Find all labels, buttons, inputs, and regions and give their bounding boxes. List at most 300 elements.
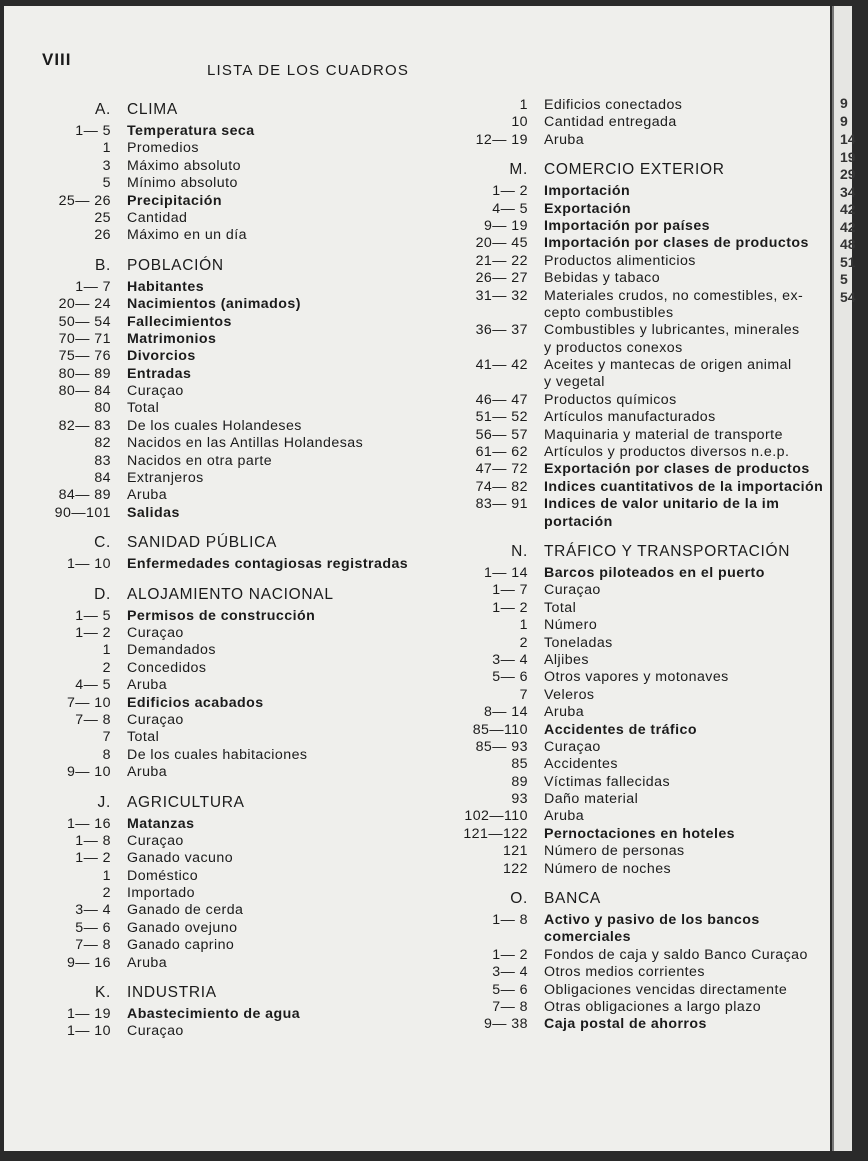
table-title: Abastecimiento de agua — [127, 1006, 301, 1023]
table-title: y productos conexos — [544, 339, 683, 356]
table-title: Matrimonios — [127, 330, 217, 347]
table-number-range: 7— 10 — [66, 694, 111, 711]
adjacent-page-number-fragment: 14 — [840, 131, 856, 147]
table-list-item — [448, 861, 868, 878]
table-title: Accidentes — [544, 756, 618, 773]
table-title: Pernoctaciones en hoteles — [544, 825, 736, 842]
table-title: Enfermedades contagiosas registradas — [127, 556, 409, 573]
table-title: Aruba — [544, 704, 585, 721]
table-title: Ganado caprino — [127, 937, 235, 954]
table-number-range: 1— 10 — [66, 556, 111, 573]
adjacent-page-number-fragment: 48 — [840, 236, 856, 252]
table-list-item — [448, 409, 868, 426]
table-title: Demandados — [127, 642, 216, 659]
table-list-item — [31, 453, 451, 470]
table-number-range: 102—110 — [464, 808, 528, 825]
table-title: Importación por países — [544, 217, 710, 234]
table-title: Exportación — [544, 200, 631, 217]
table-number-range: 1— 8 — [492, 912, 528, 929]
table-list-item — [448, 97, 868, 114]
table-number-range: 122 — [502, 860, 528, 877]
table-title: Combustibles y lubricantes, minerales — [544, 322, 800, 339]
table-number-range: 4— 5 — [492, 200, 528, 217]
table-number-range: 7— 8 — [75, 711, 111, 728]
table-number-range: 5 — [102, 175, 111, 192]
table-title: Productos químicos — [544, 391, 677, 408]
table-list-item — [448, 392, 868, 409]
table-title: Máximo en un día — [127, 227, 247, 244]
table-list-item — [31, 279, 451, 296]
table-list-item — [448, 374, 868, 391]
table-list-item — [448, 982, 868, 999]
table-title: De los cuales habitaciones — [127, 746, 308, 763]
table-list-item — [448, 253, 868, 270]
table-title: Nacidos en las Antillas Holandesas — [127, 435, 364, 452]
table-title: Curaçao — [127, 711, 184, 728]
adjacent-page-number-fragment: 19 — [840, 149, 856, 165]
table-number-range: 1 — [519, 97, 528, 113]
table-number-range: 12— 19 — [475, 131, 528, 148]
table-number-range: 7 — [519, 686, 528, 703]
table-list-item — [448, 843, 868, 860]
table-list-item — [448, 270, 868, 287]
table-number-range: 75— 76 — [58, 348, 111, 365]
table-number-range: 56— 57 — [475, 426, 528, 443]
adjacent-page-number-fragment: 42 — [840, 201, 856, 217]
table-number-range: 1— 14 — [483, 564, 528, 581]
table-number-range: 2 — [102, 659, 111, 676]
table-list-item — [448, 808, 868, 825]
section-heading — [448, 889, 868, 912]
table-title: Bebidas y tabaco — [544, 270, 661, 287]
table-number-range: 90—101 — [54, 504, 111, 521]
table-list-item — [448, 947, 868, 964]
table-list-item — [31, 868, 451, 885]
table-number-range: 7 — [102, 729, 111, 746]
table-title: Curaçao — [127, 624, 184, 641]
table-title: Habitantes — [127, 278, 205, 295]
table-title: Ganado de cerda — [127, 902, 244, 919]
table-list-item — [31, 505, 451, 522]
table-number-range — [448, 305, 528, 322]
table-number-range — [448, 929, 528, 946]
table-number-range: 9— 38 — [483, 1016, 528, 1033]
table-list-item — [448, 514, 868, 531]
table-title: Curaçao — [127, 832, 184, 849]
table-list-item — [31, 902, 451, 919]
table-number-range: 83— 91 — [475, 496, 528, 513]
table-list-item — [448, 669, 868, 686]
table-number-range: 121—122 — [463, 825, 528, 842]
table-list-item — [448, 999, 868, 1016]
table-number-range: 121 — [502, 843, 528, 860]
section-heading — [31, 983, 451, 1006]
page-title: LISTA DE LOS CUADROS — [207, 62, 410, 79]
table-title: Divorcios — [127, 348, 196, 365]
table-number-range: 2 — [102, 885, 111, 902]
table-list-item — [31, 660, 451, 677]
table-title: Aljibes — [544, 651, 589, 668]
table-title: Víctimas fallecidas — [544, 773, 671, 790]
table-title: Indices de valor unitario de la im — [544, 496, 780, 513]
table-number-range: 1 — [102, 140, 111, 157]
section-letter: M. — [509, 161, 528, 179]
table-number-range: 20— 24 — [58, 296, 111, 313]
table-title: Maquinaria y material de transporte — [544, 426, 783, 443]
table-list-item — [448, 565, 868, 582]
table-title: Importación por clases de productos — [544, 235, 809, 252]
table-title: Extranjeros — [127, 470, 204, 487]
section-heading — [31, 533, 451, 556]
adjacent-page-number-fragment: 42 — [840, 219, 856, 235]
table-list-item — [31, 712, 451, 729]
table-number-range: 50— 54 — [58, 313, 111, 330]
table-title: Artículos manufacturados — [544, 409, 716, 426]
section-title: POBLACIÓN — [127, 256, 224, 274]
table-list-item — [31, 850, 451, 867]
table-list-item — [448, 183, 868, 200]
table-title: Aruba — [127, 677, 168, 694]
table-number-range: 1— 16 — [66, 815, 111, 832]
table-number-range: 36— 37 — [475, 322, 528, 339]
table-list-item — [31, 608, 451, 625]
table-list-item — [448, 774, 868, 791]
table-number-range: 1— 8 — [75, 832, 111, 849]
table-number-range: 3— 4 — [75, 902, 111, 919]
table-list-item — [448, 322, 868, 339]
table-number-range: 5— 6 — [492, 669, 528, 686]
table-number-range: 5— 6 — [75, 919, 111, 936]
table-list-item — [31, 642, 451, 659]
table-list-item — [448, 235, 868, 252]
table-title: y vegetal — [544, 374, 605, 391]
table-number-range: 82— 83 — [58, 417, 111, 434]
table-list-item — [31, 1006, 451, 1023]
table-list-item — [448, 114, 868, 131]
table-title: Entradas — [127, 365, 192, 382]
table-number-range: 51— 52 — [475, 409, 528, 426]
section-heading — [448, 160, 868, 183]
table-list-item — [448, 912, 868, 929]
table-title: Doméstico — [127, 867, 199, 884]
adjacent-page-number-fragment: 9 — [840, 95, 848, 111]
table-number-range: 1— 2 — [492, 946, 528, 963]
table-title: Total — [544, 599, 577, 616]
table-list-item — [31, 816, 451, 833]
table-number-range: 5— 6 — [492, 981, 528, 998]
table-number-range: 25 — [94, 209, 111, 226]
table-number-range: 47— 72 — [475, 461, 528, 478]
table-list-item — [448, 582, 868, 599]
table-list-item — [31, 175, 451, 192]
table-title: Curaçao — [127, 1023, 184, 1040]
table-list-item — [448, 340, 868, 357]
adjacent-page-edge — [832, 6, 856, 1151]
table-number-range — [448, 514, 528, 531]
table-number-range: 9— 19 — [483, 217, 528, 234]
table-number-range: 25— 26 — [58, 192, 111, 209]
table-title: Matanzas — [127, 815, 195, 832]
table-number-range: 1 — [102, 867, 111, 884]
table-title: Promedios — [127, 140, 199, 157]
table-number-range: 8 — [102, 746, 111, 763]
section-heading — [31, 100, 451, 123]
table-list-item — [31, 764, 451, 781]
table-number-range: 84— 89 — [58, 487, 111, 504]
table-number-range: 20— 45 — [475, 235, 528, 252]
table-list-item — [448, 444, 868, 461]
table-number-range: 9— 10 — [66, 764, 111, 781]
table-number-range: 80— 89 — [58, 365, 111, 382]
table-number-range: 1 — [519, 617, 528, 634]
table-number-range: 10 — [511, 114, 528, 131]
table-number-range: 80— 84 — [58, 383, 111, 400]
table-list-item — [448, 617, 868, 634]
table-number-range: 1— 2 — [492, 599, 528, 616]
table-number-range: 8— 14 — [483, 704, 528, 721]
table-title: Total — [127, 729, 160, 746]
table-number-range: 9— 16 — [66, 954, 111, 971]
table-title: Aceites y mantecas de origen animal — [544, 357, 792, 374]
table-title: Artículos y productos diversos n.e.p. — [544, 444, 790, 461]
section-letter: J. — [97, 793, 111, 811]
table-title: Curaçao — [544, 738, 601, 755]
table-title: Edificios acabados — [127, 694, 264, 711]
table-list-item — [448, 305, 868, 322]
section-title: AGRICULTURA — [127, 793, 245, 811]
table-number-range: 85—110 — [472, 721, 528, 738]
section-heading — [448, 542, 868, 565]
adjacent-page-number-fragment: 34 — [840, 184, 856, 200]
table-list-item — [448, 739, 868, 756]
adjacent-page-number-fragment: 5 — [840, 271, 848, 287]
table-title: Curaçao — [544, 582, 601, 599]
table-list-item — [31, 920, 451, 937]
table-number-range: 1— 5 — [75, 123, 111, 139]
table-title: Número de personas — [544, 843, 685, 860]
table-number-range: 2 — [519, 634, 528, 651]
table-number-range: 74— 82 — [475, 478, 528, 495]
table-title: Total — [127, 400, 160, 417]
table-number-range: 3— 4 — [492, 651, 528, 668]
table-title: Número de noches — [544, 860, 672, 877]
table-list-item — [448, 687, 868, 704]
table-title: Barcos piloteados en el puerto — [544, 564, 765, 581]
table-title: Otros vapores y motonaves — [544, 669, 729, 686]
table-number-range: 1— 7 — [75, 278, 111, 295]
table-number-range: 70— 71 — [58, 330, 111, 347]
table-title: Accidentes de tráfico — [544, 721, 697, 738]
table-title: Temperatura seca — [127, 123, 255, 139]
table-list-item — [31, 747, 451, 764]
table-number-range: 7— 8 — [492, 998, 528, 1015]
table-list-item — [31, 625, 451, 642]
section-letter: B. — [94, 256, 111, 274]
table-list-item — [448, 288, 868, 305]
table-list-item — [31, 695, 451, 712]
section-title: ALOJAMIENTO NACIONAL — [127, 585, 334, 603]
adjacent-page-number-fragment: 51 — [840, 254, 856, 270]
adjacent-page-number-fragment: 54 — [840, 289, 856, 305]
table-list-item — [448, 427, 868, 444]
table-number-range: 1— 7 — [492, 582, 528, 599]
table-title: cepto combustibles — [544, 304, 674, 321]
table-list-item — [31, 123, 451, 140]
table-list-item — [31, 400, 451, 417]
table-list-item — [31, 487, 451, 504]
table-list-item — [31, 937, 451, 954]
table-list-item — [448, 461, 868, 478]
section-letter: N. — [511, 542, 528, 560]
table-number-range — [448, 374, 528, 391]
table-list-item — [448, 201, 868, 218]
table-title: Máximo absoluto — [127, 157, 241, 174]
table-title: Cantidad — [127, 209, 188, 226]
table-list-item — [448, 704, 868, 721]
section-letter: A. — [94, 101, 111, 118]
table-title: Edificios conectados — [544, 97, 683, 113]
table-title: Productos alimenticios — [544, 252, 696, 269]
section-title: BANCA — [544, 890, 601, 908]
table-title: Aruba — [127, 954, 168, 971]
table-list-item — [31, 348, 451, 365]
table-title: Nacimientos (animados) — [127, 296, 301, 313]
table-title: Exportación por clases de productos — [544, 461, 810, 478]
table-list-item — [448, 652, 868, 669]
table-number-range: 83 — [94, 452, 111, 469]
table-list-item — [448, 756, 868, 773]
table-title: Importación — [544, 183, 631, 200]
table-list-item — [31, 296, 451, 313]
table-list-item — [448, 791, 868, 808]
table-title: Ganado ovejuno — [127, 919, 238, 936]
table-title: Número — [544, 617, 598, 634]
table-title: Otros medios corrientes — [544, 964, 705, 981]
section-letter: C. — [94, 534, 111, 552]
table-title: Salidas — [127, 504, 180, 521]
table-number-range: 1— 2 — [75, 850, 111, 867]
table-number-range — [448, 340, 528, 357]
section-title: COMERCIO EXTERIOR — [544, 161, 725, 179]
table-title: Fallecimientos — [127, 313, 232, 330]
section-title: SANIDAD PÚBLICA — [127, 534, 278, 552]
table-title: Ganado vacuno — [127, 850, 234, 867]
table-title: Nacidos en otra parte — [127, 452, 273, 469]
table-title: Activo y pasivo de los bancos — [544, 912, 760, 929]
table-list-item — [31, 556, 451, 573]
table-number-range: 41— 42 — [475, 357, 528, 374]
section-letter: K. — [94, 984, 111, 1002]
table-list-item — [448, 1016, 868, 1033]
table-number-range: 84 — [94, 470, 111, 487]
table-list-item — [31, 314, 451, 331]
table-number-range: 1 — [102, 642, 111, 659]
table-number-range: 1— 2 — [492, 183, 528, 200]
table-number-range: 31— 32 — [475, 287, 528, 304]
table-title: Fondos de caja y saldo Banco Curaçao — [544, 946, 808, 963]
table-list-item — [31, 470, 451, 487]
table-list-item — [31, 227, 451, 244]
table-list-item — [31, 210, 451, 227]
table-title: Caja postal de ahorros — [544, 1016, 707, 1033]
document-page — [4, 6, 830, 1151]
table-title: comerciales — [544, 929, 631, 946]
table-list-item — [448, 722, 868, 739]
table-title: Aruba — [127, 764, 168, 781]
table-list-item — [31, 833, 451, 850]
table-list-item — [448, 479, 868, 496]
section-heading — [31, 256, 451, 279]
table-number-range: 85 — [511, 756, 528, 773]
table-number-range: 1— 5 — [75, 607, 111, 624]
table-title: Aruba — [127, 487, 168, 504]
table-number-range: 46— 47 — [475, 391, 528, 408]
table-number-range: 26 — [94, 227, 111, 244]
section-heading — [31, 585, 451, 608]
adjacent-page-number-fragment: 29 — [840, 166, 856, 182]
table-title: Obligaciones vencidas directamente — [544, 981, 788, 998]
table-number-range: 4— 5 — [75, 677, 111, 694]
table-title: Importado — [127, 885, 195, 902]
table-list-item — [31, 383, 451, 400]
table-title: Permisos de construcción — [127, 607, 316, 624]
table-number-range: 26— 27 — [475, 270, 528, 287]
table-title: Daño material — [544, 791, 639, 808]
table-list-item — [31, 366, 451, 383]
table-number-range: 1— 2 — [75, 624, 111, 641]
table-list-item — [448, 357, 868, 374]
table-title: Mínimo absoluto — [127, 175, 238, 192]
table-number-range: 80 — [94, 400, 111, 417]
table-list-item — [448, 635, 868, 652]
table-list-item — [448, 218, 868, 235]
table-number-range: 3 — [102, 157, 111, 174]
table-list-item — [448, 964, 868, 981]
table-list-item — [448, 132, 868, 149]
right-column — [448, 97, 868, 1034]
table-list-item — [31, 435, 451, 452]
table-title: portación — [544, 513, 613, 530]
table-number-range: 3— 4 — [492, 964, 528, 981]
table-list-item — [31, 677, 451, 694]
table-list-item — [31, 140, 451, 157]
table-number-range: 89 — [511, 773, 528, 790]
table-title: Aruba — [544, 131, 585, 148]
table-list-item — [31, 885, 451, 902]
table-number-range: 7— 8 — [75, 937, 111, 954]
left-column — [31, 100, 451, 1041]
table-list-item — [31, 729, 451, 746]
section-letter: O. — [510, 890, 528, 908]
table-number-range: 1— 10 — [66, 1023, 111, 1040]
table-title: Otras obligaciones a largo plazo — [544, 998, 762, 1015]
table-list-item — [448, 929, 868, 946]
section-letter: D. — [94, 585, 111, 603]
table-list-item — [31, 418, 451, 435]
table-number-range: 1— 19 — [66, 1006, 111, 1023]
table-title: Veleros — [544, 686, 595, 703]
table-number-range: 85— 93 — [475, 738, 528, 755]
table-number-range: 93 — [511, 791, 528, 808]
section-title: INDUSTRIA — [127, 984, 217, 1002]
section-heading — [31, 793, 451, 816]
table-list-item — [448, 496, 868, 513]
section-title: TRÁFICO Y TRANSPORTACIÓN — [544, 542, 791, 560]
page-number: VIII — [42, 50, 72, 69]
section-title: CLIMA — [127, 101, 178, 118]
table-title: Toneladas — [544, 634, 613, 651]
table-list-item — [31, 331, 451, 348]
